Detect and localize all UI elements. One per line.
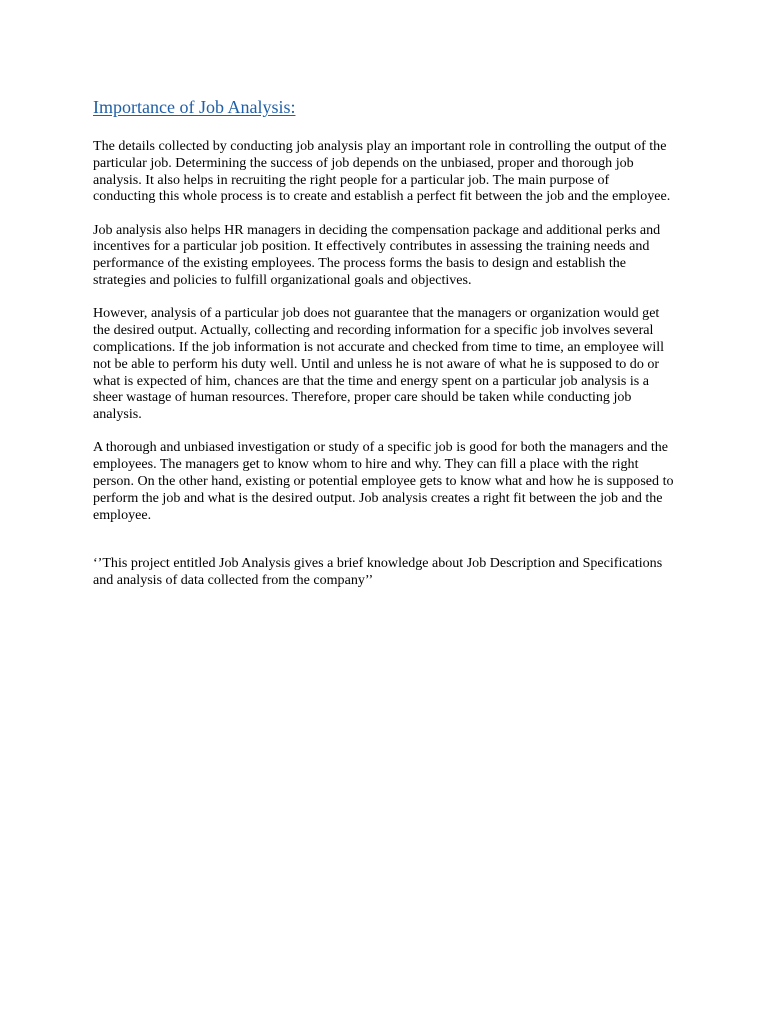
document-heading: Importance of Job Analysis:: [93, 97, 296, 117]
paragraph-2: Job analysis also helps HR managers in deciding the compensation package and additional perks and incentives for a particular job position. It effectively contributes in assessing the training needs and performance of the existing employees. The process forms the basis to design and establish the strategies and policies to fulfill organizational goals and objectives.: [93, 221, 661, 289]
paragraph-1: The details collected by conducting job analysis play an important role in controlling the output of the particular job. Determining the success of job depends on the unbiased, proper and thorough job analysis. It also helps in recruiting the right people for a particular job. The main purpose of conducting this whole process is to create and establish a perfect fit between the job and the employee.: [93, 138, 671, 205]
document-body: [93, 138, 675, 606]
project-quote: ‘’This project entitled Job Analysis gives a brief knowledge about Job Description and Specifications and analysis of data collected from the company’’: [93, 555, 663, 589]
paragraph-3: However, analysis of a particular job does not guarantee that the managers or organization would get the desired output. Actually, collecting and recording information for a specific job involves several complications. If the job information is not accurate and checked from time to time, an employee will not be able to perform his duty well. Until and unless he is not aware of what he is supposed to do or what is expected of him, chances are that the time and energy spent on a particular job analysis is a sheer wastage of human resources. Therefore, proper care should be taken while conducting job analysis.: [93, 305, 665, 423]
paragraph-4: A thorough and unbiased investigation or study of a specific job is good for both the managers and the employees. The managers get to know whom to hire and why. They can fill a place with the right person. On the other hand, existing or potential employee gets to know what and how he is supposed to perform the job and what is the desired output. Job analysis creates a right fit between the job and the employee.: [93, 439, 674, 523]
